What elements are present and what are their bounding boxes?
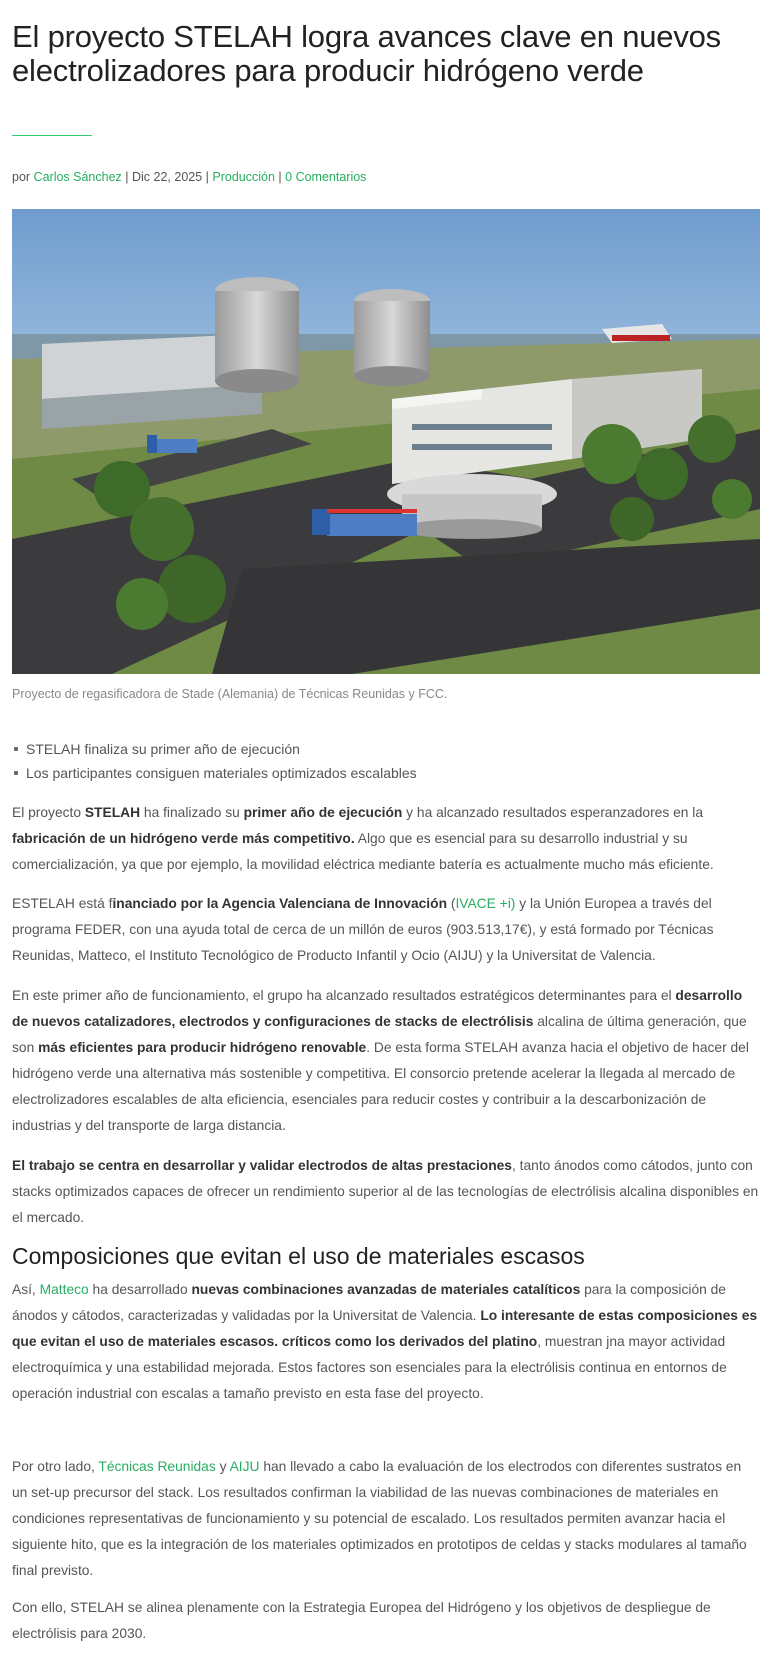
text: ha desarrollado bbox=[88, 1282, 192, 1297]
text: , tanto ánodos como cátodos, junto con stacks optimizados capaces de ofrecer un rendimiento superior al de las tecnologías de electrólisis alcalina disponibles en el mercado. bbox=[12, 1158, 759, 1225]
bold-text: más eficientes para producir hidrógeno renovable bbox=[38, 1040, 367, 1055]
title-underline bbox=[12, 135, 92, 136]
meta-separator: | bbox=[202, 170, 213, 184]
text: Algo que es esencial para su desarrollo industrial y su comercialización, ya que por ejemplo, la movilidad eléctrica mediante batería es actualmente mucho más eficiente. bbox=[12, 831, 714, 872]
list-item: Los participantes consiguen materiales optimizados escalables bbox=[12, 761, 417, 785]
paragraph-4 bbox=[12, 1153, 760, 1231]
hydrogen-plant-rendering bbox=[12, 209, 760, 674]
paragraph-3 bbox=[12, 983, 760, 1139]
text: ESTELAH está f bbox=[12, 896, 113, 911]
bold-text: Lo interesante de estas composiciones es que evitan el uso de materiales escasos. críticos como los derivados del platino bbox=[12, 1308, 758, 1349]
text: Por otro lado, bbox=[12, 1459, 99, 1474]
text: para la composición de ánodos y cátodos, caracterizadas y validadas por la Universitat de Valencia. bbox=[12, 1282, 726, 1323]
bold-text: nuevas combinaciones avanzadas de materiales catalíticos bbox=[191, 1282, 581, 1297]
highlights-list bbox=[12, 737, 417, 785]
text: . De esta forma STELAH avanza hacia el objetivo de hacer del hidrógeno verde una alternativa más sostenible y competitiva. El consorcio pretende acelerar la llegada al mercado de electrolizadores escalables de alta eficiencia, esenciales para reducir costes y contribuir a la descarbonización de industrias y del transporte de larga distancia. bbox=[12, 1040, 749, 1133]
text: y bbox=[215, 1459, 230, 1474]
text: El proyecto bbox=[12, 805, 85, 820]
text: y la Unión Europea a través del programa FEDER, con una ayuda total de cerca de un millón de euros (903.513,17€), y está formado por Técnicas Reunidas, Matteco, el Instituto Tecnológico de Producto Infantil y Ocio (AIJU) y la Universitat de Valencia. bbox=[12, 896, 714, 963]
author-link[interactable]: Carlos Sánchez bbox=[33, 170, 122, 184]
paragraph-1 bbox=[12, 800, 760, 878]
bold-text: STELAH bbox=[84, 805, 141, 820]
text: Así, bbox=[12, 1282, 40, 1297]
text: , muestran jna mayor actividad electroquímica y una estabilidad mejorada. Estos factores son esenciales para la electrólisis continua en entornos de operación industrial con escalas a tamaño previsto en esta fase del proyecto. bbox=[12, 1334, 727, 1401]
bold-text: primer año de ejecución bbox=[243, 805, 403, 820]
bold-text: desarrollo de nuevos catalizadores, electrodos y configuraciones de stacks de electrólisis bbox=[12, 988, 743, 1029]
text: han llevado a cabo la evaluación de los electrodos con diferentes sustratos en un set-up precursor del stack. Los resultados confirman la viabilidad de las nuevas combinaciones de materiales en condiciones representativas de funcionamiento y su potencial de escalado. Los resultados permiten avanzar hacia el siguiente hito, que es la integración de los materiales optimizados en prototipos de celdas y stacks modulares al tamaño final previsto. bbox=[12, 1459, 747, 1578]
publish-date: Dic 22, 2025 bbox=[132, 170, 203, 184]
bold-text: El trabajo se centra en desarrollar y validar electrodos de altas prestaciones bbox=[12, 1158, 512, 1173]
text: alcalina de última generación, que son bbox=[12, 1014, 747, 1055]
aiju-link[interactable]: AIJU bbox=[229, 1459, 260, 1474]
category-link[interactable]: Producción bbox=[212, 170, 275, 184]
tecnicas-reunidas-link[interactable]: Técnicas Reunidas bbox=[98, 1459, 216, 1474]
comments-link[interactable]: 0 Comentarios bbox=[285, 170, 367, 184]
meta-separator: | bbox=[121, 170, 132, 184]
list-item: STELAH finaliza su primer año de ejecución bbox=[12, 737, 417, 761]
hero-image bbox=[12, 209, 760, 674]
text: ( bbox=[447, 896, 456, 911]
paragraph-7 bbox=[12, 1595, 760, 1647]
paragraph-5 bbox=[12, 1277, 760, 1407]
article-meta bbox=[12, 170, 366, 184]
bold-text: inanciado por la Agencia Valenciana de Innovación bbox=[112, 896, 447, 911]
text: En este primer año de funcionamiento, el grupo ha alcanzado resultados estratégicos determinantes para el bbox=[12, 988, 676, 1003]
bold-text: fabricación de un hidrógeno verde más competitivo. bbox=[12, 831, 355, 846]
meta-separator: | bbox=[274, 170, 286, 184]
text: ha finalizado su bbox=[140, 805, 244, 820]
paragraph-6 bbox=[12, 1454, 760, 1584]
text: Con ello, STELAH se alinea plenamente con la Estrategia Europea del Hidrógeno y los objetivos de despliegue de electrólisis para 2030. bbox=[12, 1600, 711, 1641]
image-caption: Proyecto de regasificadora de Stade (Alemania) de Técnicas Reunidas y FCC. bbox=[12, 687, 448, 701]
matteco-link[interactable]: Matteco bbox=[39, 1282, 89, 1297]
article-title: El proyecto STELAH logra avances clave en nuevos electrolizadores para producir hidrógeno verde bbox=[12, 19, 721, 88]
meta-by: por bbox=[12, 170, 34, 184]
paragraph-2 bbox=[12, 891, 760, 969]
text: y ha alcanzado resultados esperanzadores en la bbox=[402, 805, 703, 820]
ivace-link[interactable]: IVACE +i) bbox=[455, 896, 516, 911]
section-heading: Composiciones que evitan el uso de materiales escasos bbox=[12, 1243, 585, 1269]
